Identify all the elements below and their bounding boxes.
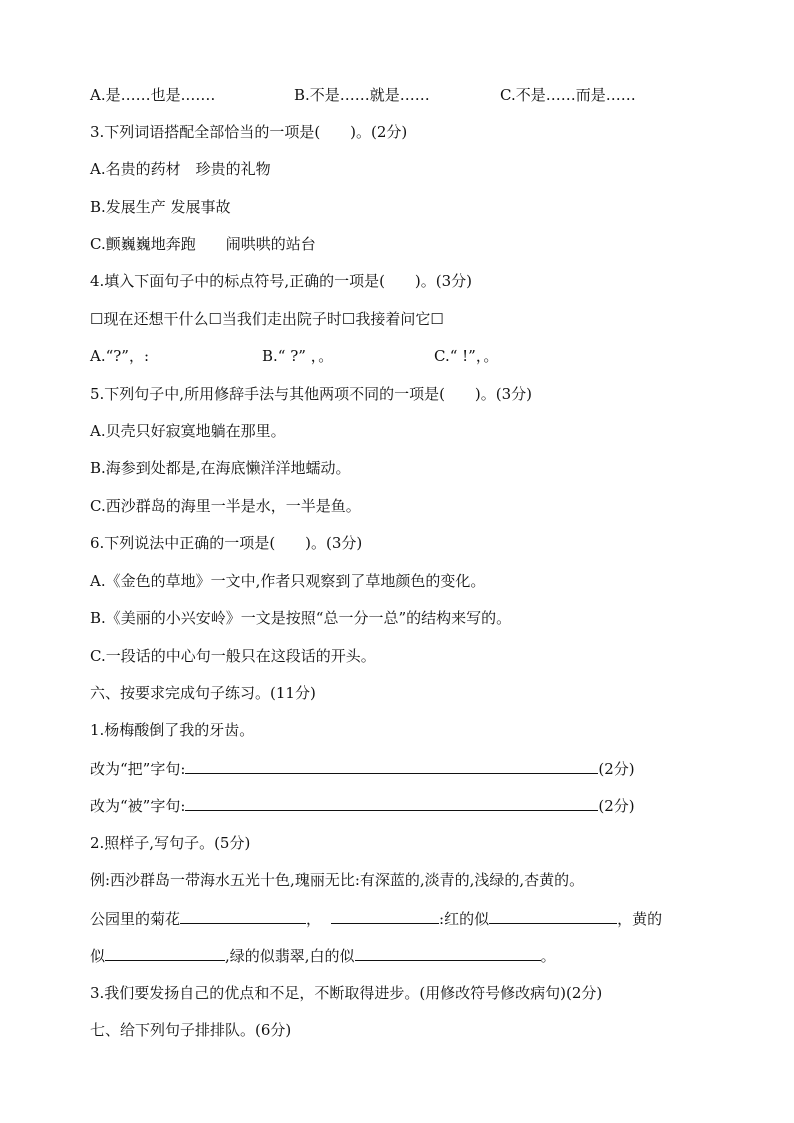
fill2-blank-2[interactable] bbox=[355, 945, 541, 961]
q6-option-a: A.《金色的草地》一文中,作者只观察到了草地颜色的变化。 bbox=[90, 572, 486, 590]
section6-q3: 3.我们要发扬自己的优点和不足，不断取得进步。(用修改符号修改病句)(2分) bbox=[90, 984, 603, 1002]
q6-option-b: B.《美丽的小兴安岭》一文是按照“总一分一总”的结构来写的。 bbox=[90, 609, 512, 627]
section6-q2: 2.照样子,写句子。(5分) bbox=[90, 834, 251, 852]
q2-option-a: A.是……也是.…… bbox=[90, 86, 216, 104]
q3-option-c: C.颤巍巍地奔跑 闹哄哄的站台 bbox=[90, 235, 316, 253]
imitation-row-2 bbox=[90, 945, 556, 966]
q4-option-b: B.“ ?” ，。 bbox=[262, 347, 334, 365]
fill1-text-c: :红的似 bbox=[439, 910, 490, 928]
q6-stem: 6.下列说法中正确的一项是( )。(3分) bbox=[90, 534, 363, 552]
fill2-blank-1[interactable] bbox=[105, 945, 225, 961]
q2-option-b: B.不是……就是…… bbox=[294, 86, 430, 104]
fill1-blank-1[interactable] bbox=[180, 908, 306, 924]
q5-option-b: B.海参到处都是,在海底懒洋洋地蠕动。 bbox=[90, 459, 351, 477]
q3-option-b: B.发展生产 发展事故 bbox=[90, 198, 231, 216]
ba-sentence-row bbox=[90, 758, 635, 779]
section7-title: 七、给下列句子排排队。(6分) bbox=[90, 1021, 292, 1039]
fill1-text-b: ， bbox=[306, 910, 322, 928]
q2-option-c: C.不是……而是…… bbox=[500, 86, 636, 104]
q4-option-c: C.“ !”，。 bbox=[434, 347, 499, 365]
fill2-text-c: 。 bbox=[540, 947, 556, 965]
fill1-text-a: 公园里的菊花 bbox=[90, 910, 181, 928]
section6-q1: 1.杨梅酸倒了我的牙齿。 bbox=[90, 721, 255, 739]
ba-answer-blank[interactable] bbox=[185, 758, 598, 774]
example-sentence: 例:西沙群岛一带海水五光十色,瑰丽无比:有深蓝的,淡青的,浅绿的,杏黄的。 bbox=[90, 871, 585, 889]
fill1-text-d: ，黄的 bbox=[617, 910, 663, 928]
imitation-row-1 bbox=[90, 908, 662, 929]
q3-option-a: A.名贵的药材 珍贵的礼物 bbox=[90, 160, 271, 178]
fill1-blank-2[interactable] bbox=[331, 908, 439, 924]
q3-stem: 3.下列词语搭配全部恰当的一项是( )。(2分) bbox=[90, 123, 408, 141]
bei-answer-blank[interactable] bbox=[185, 795, 598, 811]
q5-stem: 5.下列句子中,所用修辞手法与其他两项不同的一项是( )。(3分) bbox=[90, 385, 533, 403]
bei-sentence-row bbox=[90, 795, 635, 816]
bei-label: 改为“被”字句: bbox=[90, 797, 186, 815]
q4-option-a: A.“?”，: bbox=[90, 347, 150, 365]
q5-option-a: A.贝壳只好寂寞地躺在那里。 bbox=[90, 422, 286, 440]
q4-stem: 4.填入下面句子中的标点符号,正确的一项是( )。(3分) bbox=[90, 272, 473, 290]
ba-label: 改为“把”字句: bbox=[90, 760, 186, 778]
fill2-text-a: 似 bbox=[90, 947, 106, 965]
q5-option-c: C.西沙群岛的海里一半是水，一半是鱼。 bbox=[90, 497, 361, 515]
fill1-blank-3[interactable] bbox=[489, 908, 617, 924]
ba-score: (2分) bbox=[598, 760, 635, 778]
bei-score: (2分) bbox=[598, 797, 635, 815]
q6-option-c: C.一段话的中心句一般只在这段话的开头。 bbox=[90, 647, 376, 665]
q4-sentence: ☐现在还想干什么☐当我们走出院子时☐我接着问它☐ bbox=[90, 310, 444, 328]
fill2-text-b: ,绿的似翡翠,白的似 bbox=[225, 947, 355, 965]
section6-title: 六、按要求完成句子练习。(11分) bbox=[90, 684, 316, 702]
